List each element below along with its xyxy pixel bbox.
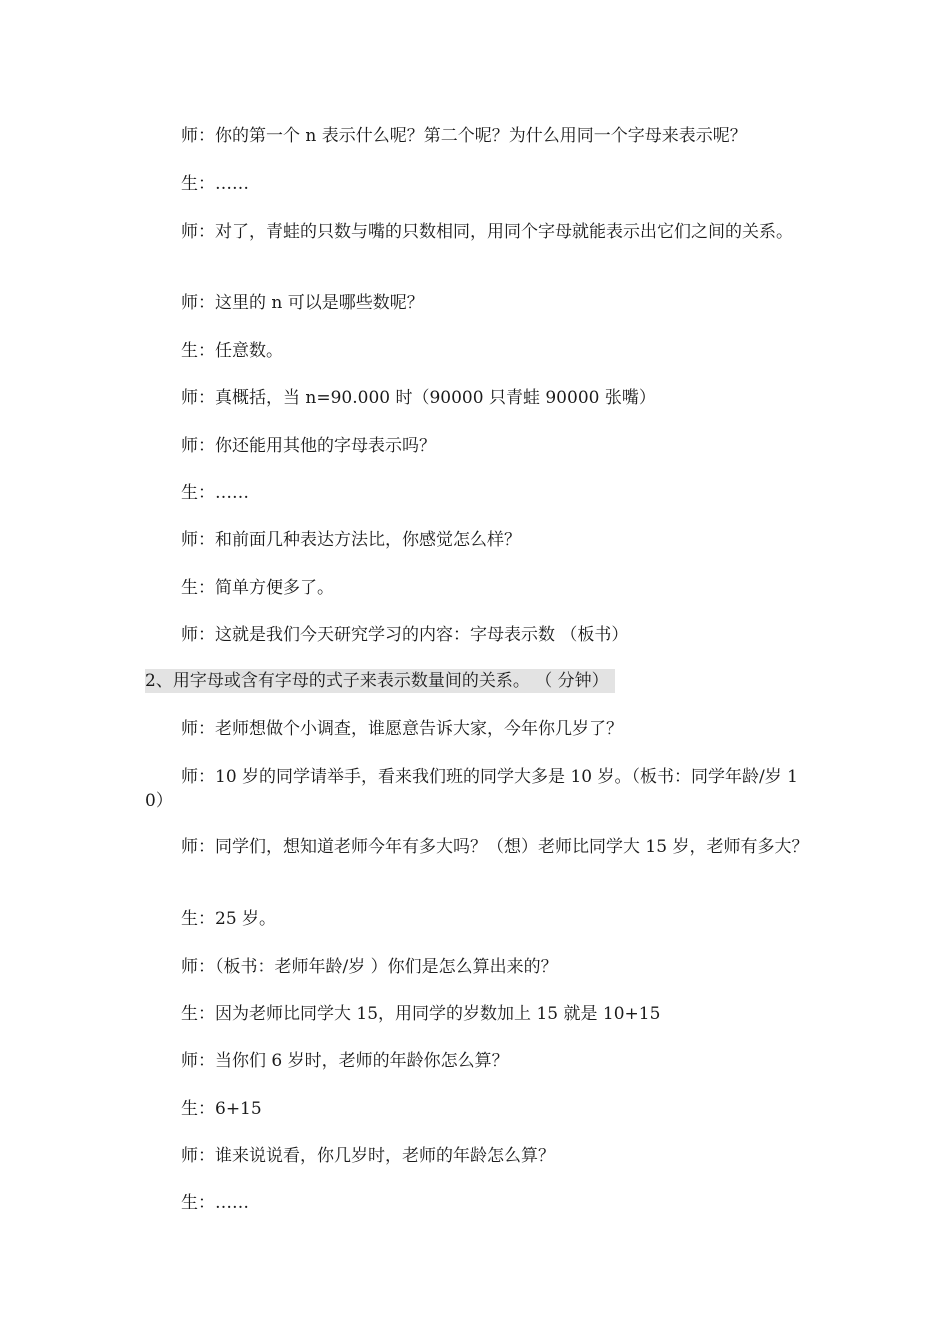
paragraph-17: 生：因为老师比同学大 15，用同学的岁数加上 15 就是 10+15 — [181, 1004, 661, 1024]
paragraph-12: 师：老师想做个小调查，谁愿意告诉大家，今年你几岁了？ — [181, 719, 623, 739]
paragraph-2: 生：…… — [181, 174, 249, 194]
paragraph-6: 师：真概括，当 n=90.000 时（90000 只青蛙 90000 张嘴） — [181, 388, 656, 408]
paragraph-16: 师：（板书：老师年龄/岁 ）你们是怎么算出来的？ — [181, 957, 558, 977]
paragraph-11: 师：这就是我们今天研究学习的内容：字母表示数 （板书） — [181, 625, 629, 645]
paragraph-18: 师：当你们 6 岁时，老师的年龄你怎么算？ — [181, 1051, 509, 1071]
paragraph-7: 师：你还能用其他的字母表示吗？ — [181, 436, 436, 456]
paragraph-21: 生：…… — [181, 1193, 249, 1213]
paragraph-9: 师：和前面几种表达方法比，你感觉怎么样？ — [181, 530, 521, 550]
paragraph-3: 师：对了，青蛙的只数与嘴的只数相同，用同个字母就能表示出它们之间的关系。 — [181, 222, 793, 242]
paragraph-5: 生：任意数。 — [181, 341, 283, 361]
paragraph-14: 师：同学们，想知道老师今年有多大吗？（想）老师比同学大 15 岁，老师有多大？ — [181, 837, 809, 857]
paragraph-1: 师：你的第一个 n 表示什么呢？第二个呢？为什么用同一个字母来表示呢？ — [181, 126, 747, 146]
paragraph-8: 生：…… — [181, 483, 249, 503]
paragraph-13: 师：10 岁的同学请举手，看来我们班的同学大多是 10 岁。（板书：同学年龄/岁 10） — [145, 767, 798, 811]
paragraph-15: 生：25 岁。 — [181, 909, 277, 929]
paragraph-10: 生：简单方便多了。 — [181, 578, 334, 598]
paragraph-20: 师：谁来说说看，你几岁时，老师的年龄怎么算？ — [181, 1146, 555, 1166]
paragraph-4: 师：这里的 n 可以是哪些数呢？ — [181, 293, 424, 313]
section-heading: 2、用字母或含有字母的式子来表示数量间的关系。 （ 分钟） — [145, 669, 615, 693]
paragraph-19: 生：6+15 — [181, 1099, 262, 1119]
